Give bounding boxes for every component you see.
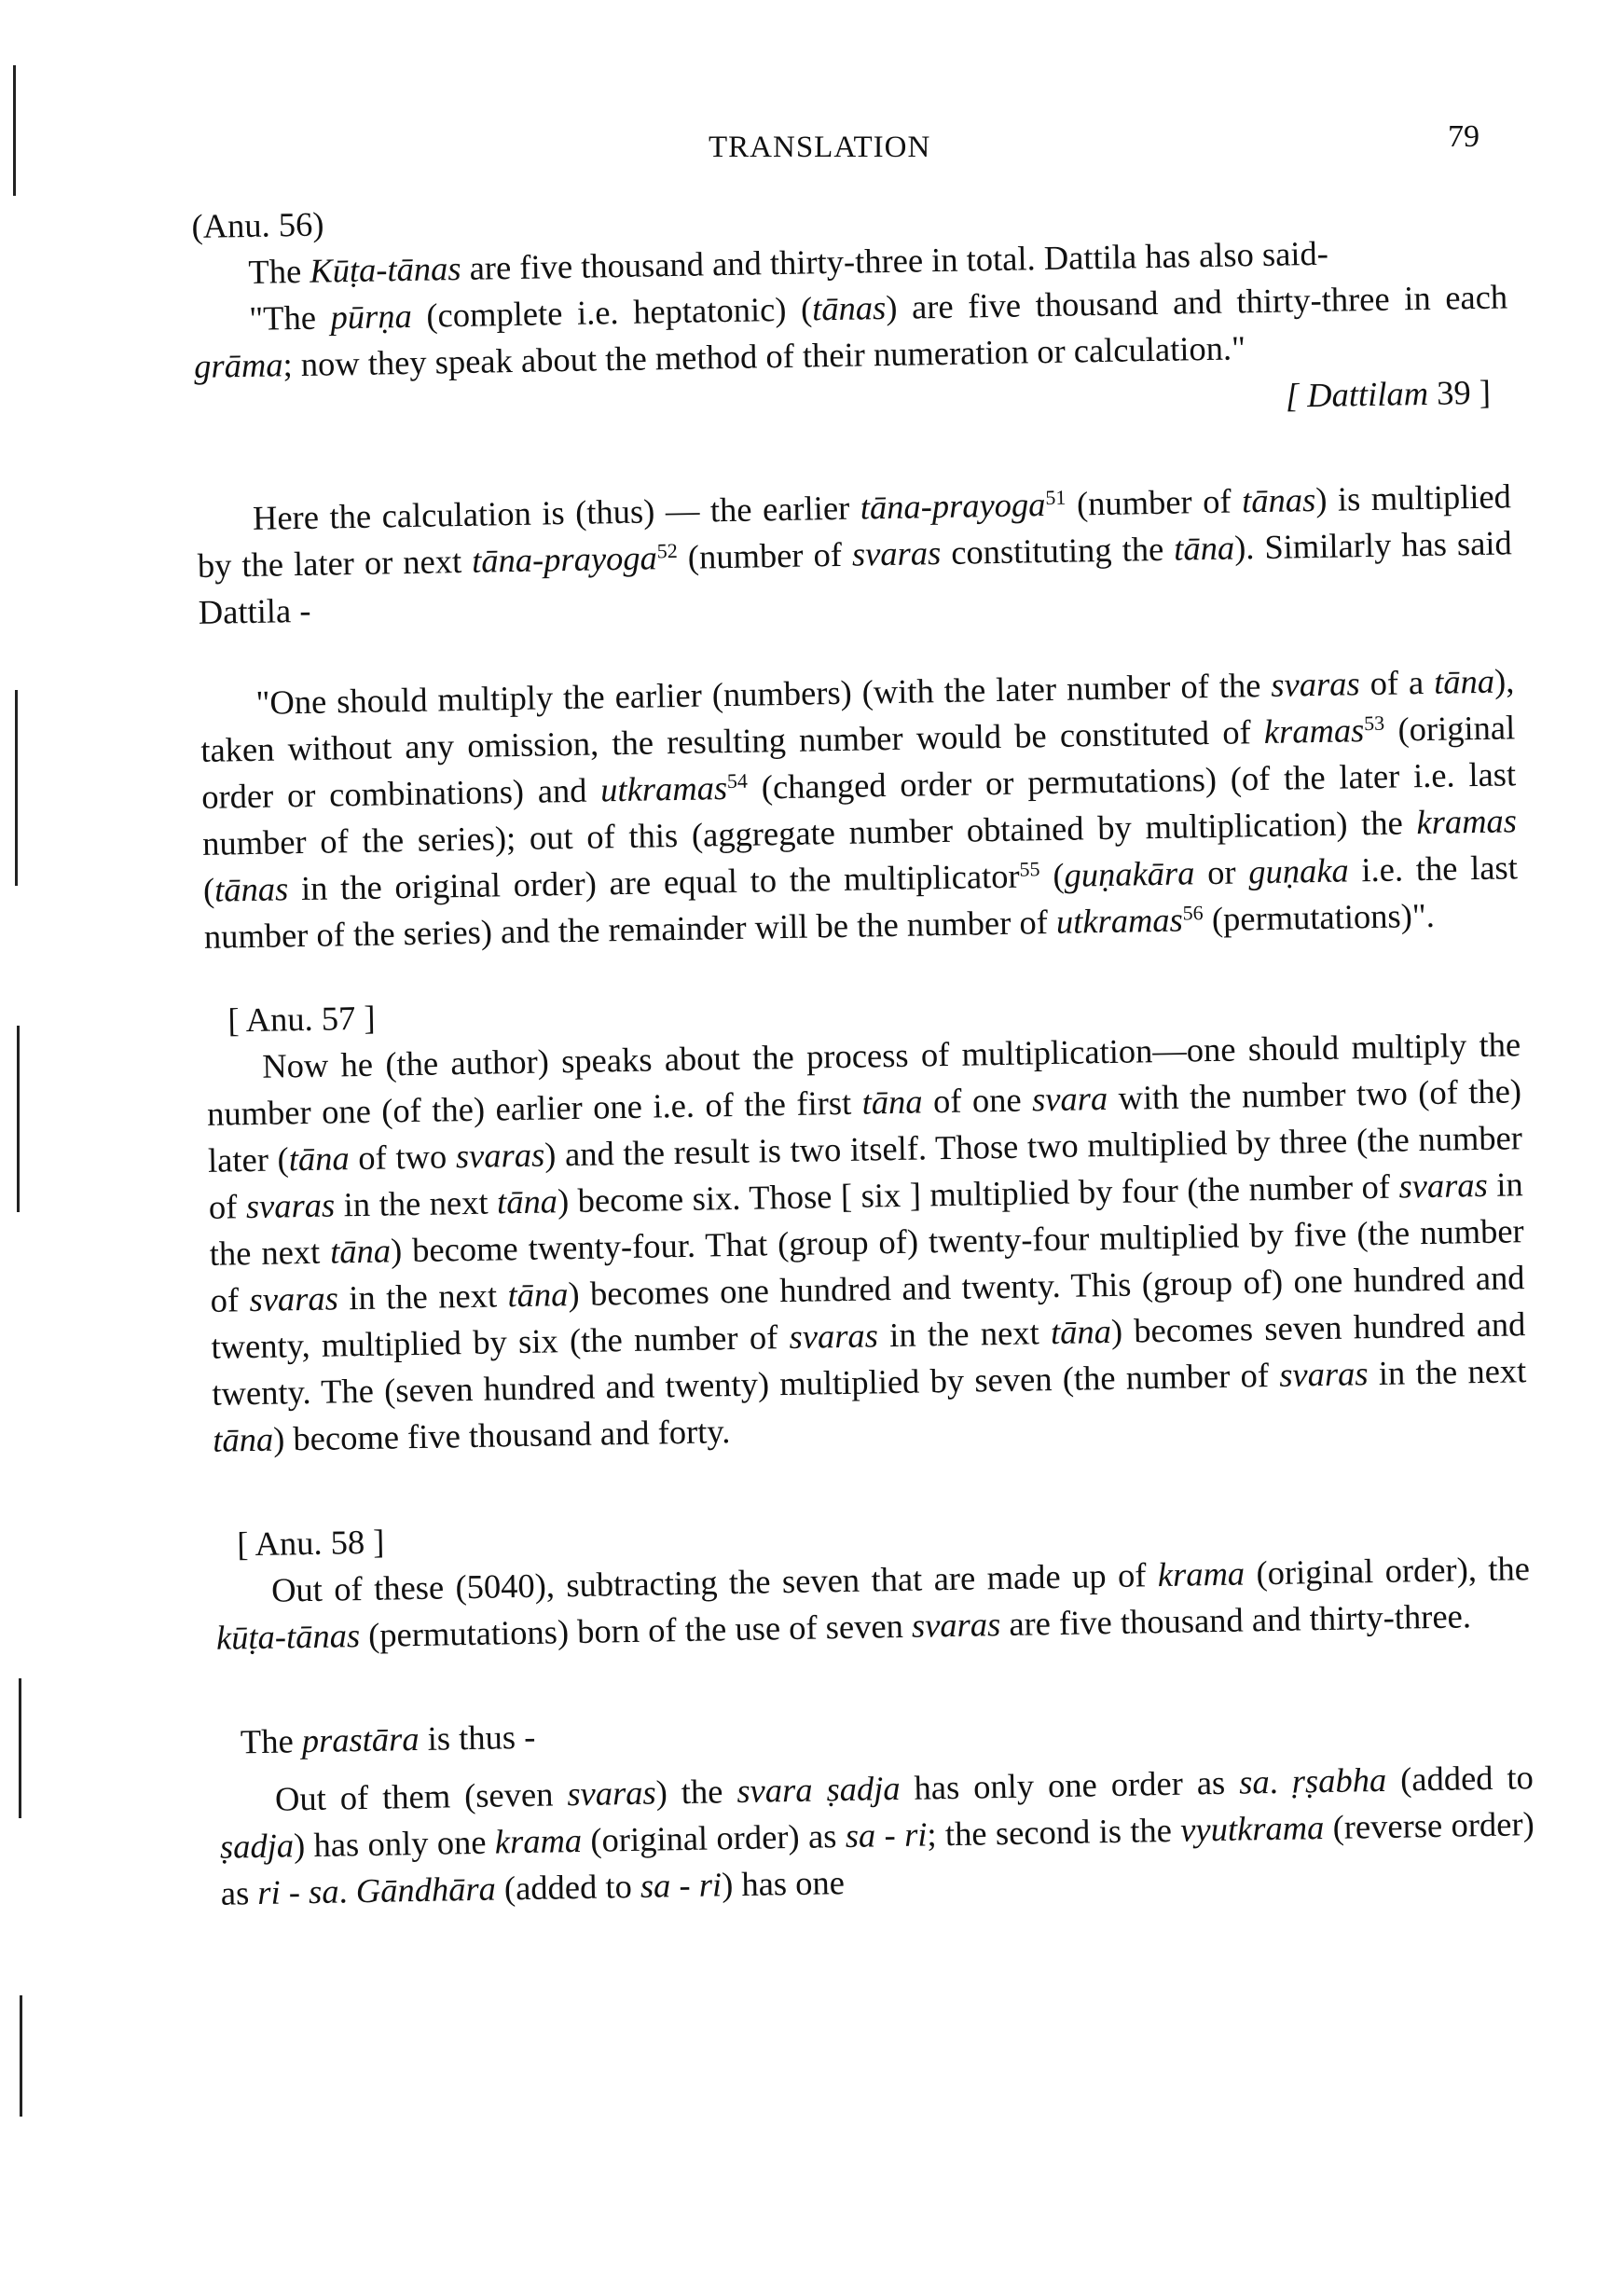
sanskrit-term: kūṭa-tānas — [215, 1616, 361, 1657]
text-run: "One should multiply the earlier (numbers) (with the later number of the — [255, 665, 1272, 722]
text-run: ) has only one — [293, 1822, 496, 1865]
sanskrit-term: tāna — [861, 1082, 923, 1122]
text-run: (changed order or permutations) (of the later i.e. last number of the series); out of this (aggregate number obtained by multiplication) the — [201, 754, 1517, 862]
paragraph-calculation — [197, 473, 1513, 636]
sanskrit-term: utkramas — [1055, 900, 1184, 941]
footnote-ref: 54 — [726, 768, 749, 793]
sanskrit-term: tāna — [496, 1181, 558, 1221]
left-margin-rule — [19, 1678, 21, 1818]
text-run: (complete i.e. heptatonic) ( — [411, 289, 813, 335]
text-run: ) become six. Those [ six ] multiplied by four (the number of — [557, 1166, 1399, 1221]
sanskrit-term: krama — [1157, 1553, 1246, 1594]
sanskrit-term: svaras — [566, 1773, 657, 1814]
text-run: (original order or combinations) and — [200, 708, 1516, 816]
footnote-ref: 55 — [1019, 857, 1040, 881]
text-run: ) and the result is two itself. Those two multiplied by three (the number of — [208, 1118, 1523, 1226]
text-run: ) become twenty-four. That (group of) twenty-four multiplied by five (the number of — [210, 1211, 1524, 1319]
prastara-heading — [241, 1696, 1534, 1765]
footnote-ref: 56 — [1182, 901, 1204, 925]
sanskrit-term: tāna — [329, 1231, 392, 1271]
sanskrit-term: ri — [698, 1865, 723, 1904]
text-run: is thus - — [419, 1717, 536, 1758]
page-header — [0, 119, 1624, 175]
page-number: 79 — [1448, 119, 1479, 154]
sanskrit-term: pūrṇa — [330, 296, 413, 337]
footnote-ref: 51 — [1045, 485, 1067, 510]
sanskrit-term: Kūṭa-tānas — [309, 248, 461, 290]
quotation-dattila-2 — [200, 657, 1519, 960]
text-run: ), taken without any omission, the resulting number would be constituted of — [200, 661, 1515, 769]
sanskrit-term: vyutkrama — [1179, 1808, 1325, 1849]
left-margin-rule — [20, 1995, 22, 2117]
sanskrit-term: svaras — [245, 1185, 336, 1226]
sanskrit-term: svaras — [455, 1135, 545, 1176]
text-run: . — [1269, 1761, 1293, 1801]
text-run: (original order), the — [1244, 1549, 1531, 1593]
text-run: in the next — [1368, 1351, 1527, 1393]
text-run: in the next — [334, 1182, 498, 1224]
sanskrit-term: ṣadja — [826, 1768, 901, 1809]
section-label-anu-57: [ Anu. 57 ] — [227, 998, 376, 1040]
text-run: constituting the — [940, 529, 1175, 572]
sanskrit-term: guṇaka — [1247, 850, 1350, 891]
sanskrit-term: tāna — [1050, 1311, 1112, 1352]
sanskrit-term: svaras — [911, 1605, 1001, 1645]
sanskrit-term: ṣadja — [219, 1826, 295, 1866]
citation-work: [ Dattilam — [1285, 373, 1429, 415]
text-run: - — [669, 1865, 700, 1905]
sanskrit-term: tāna — [1173, 528, 1235, 568]
text-run: in the next — [209, 1165, 1524, 1273]
text-run: with the number two (of the) later ( — [207, 1071, 1522, 1179]
sanskrit-term: sa — [640, 1866, 671, 1905]
sanskrit-term: tāna — [507, 1275, 569, 1315]
sanskrit-term: tāna-prayoga — [860, 485, 1046, 527]
text-run: (permutations) born of the use of seven — [359, 1606, 913, 1655]
text-run: - — [280, 1872, 310, 1911]
text-run: Now he (the author) speaks about the process of multiplication—one should multiply the number one (of the) earlier one i.e. of the first — [206, 1025, 1521, 1133]
sanskrit-term: tāna — [212, 1419, 274, 1459]
text-run: "The — [248, 297, 331, 338]
section-label-anu-56: (Anu. 56) — [191, 204, 324, 245]
text-run: The — [248, 251, 310, 291]
text-run: i.e. the last number of the series) and the remainder will be the number of — [203, 848, 1519, 956]
text-run: of one — [922, 1080, 1033, 1121]
text-run: of a — [1359, 662, 1435, 703]
text-run: (added to — [1385, 1758, 1535, 1799]
text-run: - — [874, 1814, 905, 1855]
text-run: ( — [1039, 855, 1065, 895]
sanskrit-term: svaras — [1278, 1354, 1369, 1394]
text-run: ) are five thousand and thirty-three in each — [885, 277, 1508, 327]
sanskrit-term: grāma — [193, 345, 283, 385]
text-run: ( — [202, 870, 215, 909]
text-run: (added to — [495, 1866, 641, 1908]
left-margin-rule — [15, 690, 18, 886]
text-run: of two — [349, 1137, 457, 1178]
text-run: Out of them (seven — [274, 1774, 568, 1818]
text-run: are five thousand and thirty-three. — [999, 1596, 1472, 1644]
section-label-anu-58: [ Anu. 58 ] — [236, 1522, 385, 1564]
text-run: (number of — [677, 534, 853, 576]
text-run: ) is multiplied by the later or next — [197, 476, 1512, 585]
paragraph-multiplication — [206, 1021, 1528, 1464]
page-body — [191, 172, 1535, 1916]
text-run: (reverse order) as — [220, 1804, 1535, 1912]
sanskrit-term: tāna — [288, 1138, 350, 1179]
sanskrit-term: utkramas — [599, 768, 728, 809]
sanskrit-term: sa — [1238, 1762, 1270, 1801]
sanskrit-term: svara — [1031, 1078, 1108, 1119]
sanskrit-term: tāna — [1433, 661, 1495, 701]
text-run: ) the — [655, 1772, 737, 1812]
sanskrit-term: tānas — [811, 288, 887, 328]
sanskrit-term: sa — [308, 1871, 339, 1911]
sanskrit-term: svaras — [789, 1316, 879, 1356]
text-run: . — [338, 1871, 357, 1911]
text-run: (number of — [1066, 481, 1243, 523]
sanskrit-term: svaras — [1270, 664, 1360, 704]
text-run: are five thousand and thirty-three in total. Dattila has also said- — [461, 233, 1329, 287]
text-run: ) becomes one hundred and twenty. This (group of) one hundred and twenty, multiplied by six (the number of — [211, 1258, 1525, 1366]
text-run: in the next — [337, 1276, 508, 1317]
sanskrit-term: svaras — [851, 533, 942, 573]
sanskrit-term: tānas — [213, 869, 289, 909]
citation-number: 39 ] — [1427, 372, 1492, 412]
text-run: or — [1194, 852, 1249, 892]
sanskrit-term: svaras — [249, 1278, 339, 1319]
text-run: Out of these (5040), subtracting the seven that are made up of — [270, 1555, 1159, 1609]
sanskrit-term: krama — [494, 1820, 583, 1861]
text-run — [812, 1770, 827, 1808]
sanskrit-term: kramas — [1416, 801, 1518, 842]
sanskrit-term: ri — [903, 1814, 928, 1854]
text-run: (original order) as — [581, 1816, 846, 1859]
text-run: has only one order as — [900, 1762, 1240, 1807]
sanskrit-term: Gāndhāra — [355, 1869, 497, 1911]
sanskrit-term: sa — [845, 1815, 876, 1855]
sanskrit-term: svara — [736, 1770, 813, 1811]
text-run: The — [240, 1721, 303, 1761]
left-margin-rule — [17, 1026, 20, 1212]
text-run: in the next — [877, 1313, 1052, 1355]
text-run: ) becomes seven hundred and twenty. The (seven hundred and twenty) multiplied by seven (the number of — [212, 1304, 1526, 1413]
text-run: Here the calculation is (thus) — the earlier — [252, 488, 861, 537]
sanskrit-term: tāna-prayoga — [471, 538, 658, 580]
sanskrit-term: ṛṣabha — [1291, 1759, 1387, 1800]
paragraph-svara-orders — [219, 1754, 1535, 1917]
text-run: ). Similarly has said Dattila - — [198, 523, 1513, 631]
sanskrit-term: guṇakāra — [1064, 853, 1195, 894]
footnote-ref: 53 — [1363, 710, 1385, 736]
text-run: ; the second is the — [927, 1810, 1181, 1854]
running-title: TRANSLATION — [709, 131, 931, 164]
footnote-ref: 52 — [656, 538, 678, 563]
sanskrit-term: prastāra — [301, 1718, 420, 1760]
sanskrit-term: ri — [256, 1872, 282, 1912]
sanskrit-term: kramas — [1263, 710, 1365, 751]
text-run: ) become five thousand and forty. — [272, 1412, 731, 1458]
text-run: in the original order) are equal to the multiplicator — [287, 856, 1020, 908]
text-run: ) has one — [721, 1863, 846, 1904]
text-run: ; now they speak about the method of their numeration or calculation." — [282, 328, 1246, 384]
sanskrit-term: tānas — [1241, 480, 1316, 520]
sanskrit-term: svaras — [1398, 1165, 1489, 1206]
text-run: (permutations)". — [1203, 895, 1436, 939]
